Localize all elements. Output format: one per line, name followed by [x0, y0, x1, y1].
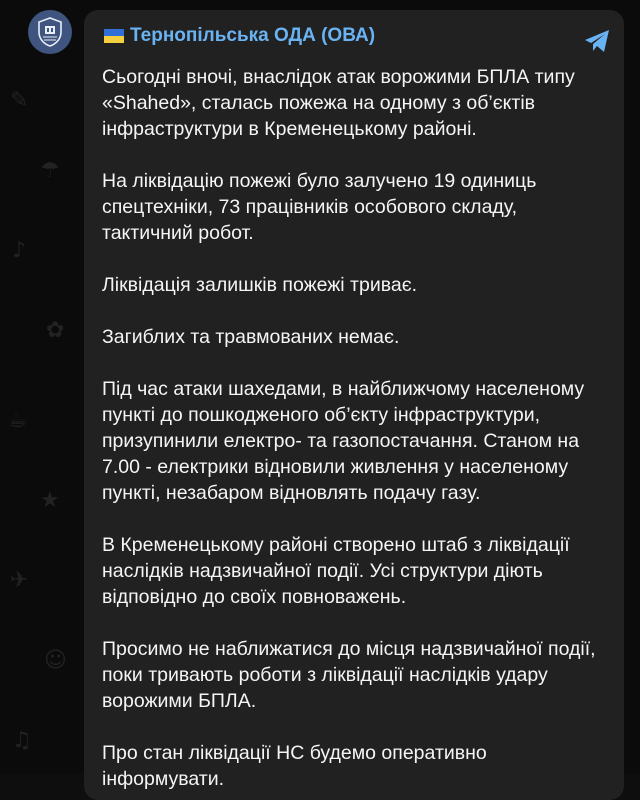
doodle-icon: ♪: [12, 238, 27, 263]
doodle-icon: ✿: [46, 318, 65, 343]
message-paragraph: В Кременецькому районі створено штаб з ліквідації наслідків надзвичайної події. Усі структури діють відповідно до своїх повноважень.: [102, 534, 570, 608]
message-paragraph: На ліквідацію пожежі було залучено 19 одиниць спецтехніки, 73 працівників особового складу, тактичний робот.: [102, 170, 537, 244]
doodle-icon: ★: [40, 488, 60, 513]
doodle-icon: ☺: [44, 648, 67, 673]
channel-name[interactable]: Тернопільська ОДА (ОВА): [130, 25, 376, 46]
message-bubble: [84, 10, 624, 800]
doodle-icon: ✎: [10, 88, 29, 113]
message-paragraph: Просимо не наближатися до місця надзвичайної події, поки тривають роботи з ліквідації наслідків удару ворожими БПЛА.: [102, 638, 596, 712]
message-paragraph: Ліквідація залишків пожежі триває.: [102, 274, 418, 296]
ukraine-flag-icon: [104, 29, 124, 43]
message-paragraph: Сьогодні вночі, внаслідок атак ворожими БПЛА типу «Shahed», сталась пожежа на одному з об’єктів інфраструктури в Кременецькому районі.: [102, 66, 575, 140]
doodle-icon: ✈: [10, 568, 29, 593]
telegram-share-icon[interactable]: [582, 26, 612, 56]
coat-of-arms-icon: [35, 16, 65, 48]
doodle-icon: ☕: [8, 408, 28, 433]
message-paragraph: Під час атаки шахедами, в найближчому населеному пункті до пошкодженого об’єкту інфраструктури, призупинили електро- та газопостачання. Станом на 7.00 - електрики відновили живлення у населеному пункті, незабаром відновлять подачу газу.: [102, 378, 585, 504]
message-sender[interactable]: [104, 22, 606, 50]
message-paragraph: Про стан ліквідації НС будемо оперативно інформувати.: [102, 742, 487, 790]
message-paragraph: Загиблих та травмованих немає.: [102, 326, 400, 348]
message-text: [102, 64, 606, 792]
doodle-icon: ♫: [12, 728, 32, 753]
doodle-icon: ☂: [40, 158, 60, 183]
channel-avatar[interactable]: [28, 10, 72, 54]
